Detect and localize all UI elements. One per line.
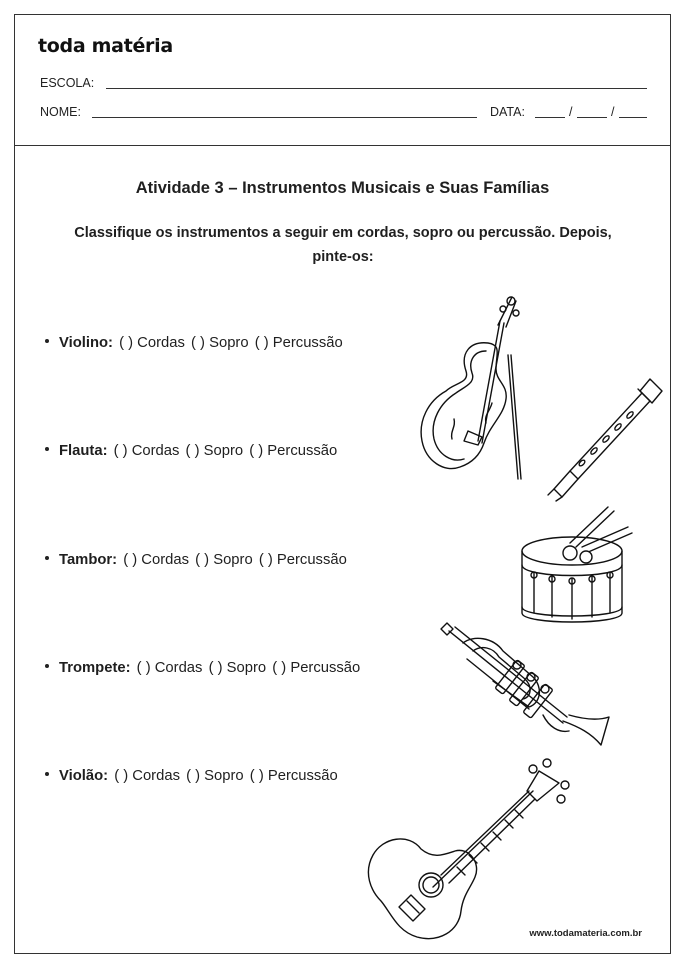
footer-url[interactable]: www.todamateria.com.br	[529, 928, 642, 939]
bullet	[45, 556, 49, 560]
question-violino	[45, 335, 343, 351]
option-percussao[interactable]: ( ) Percussão	[249, 768, 338, 784]
option-cordas[interactable]: ( ) Cordas	[113, 443, 180, 459]
option-cordas[interactable]: ( ) Cordas	[123, 552, 189, 568]
option-cordas[interactable]: ( ) Cordas	[114, 768, 180, 784]
bullet	[45, 447, 49, 451]
item-name: Violino:	[59, 335, 113, 351]
date-label: DATA:	[490, 105, 525, 119]
option-percussao[interactable]: ( ) Percussão	[249, 443, 338, 459]
trumpet-icon	[433, 615, 618, 755]
name-label: NOME:	[40, 105, 81, 119]
activity-instruction	[43, 221, 643, 269]
name-line[interactable]	[92, 117, 477, 118]
activity-title: Atividade 3 – Instrumentos Musicais e Suas Famílias	[135, 179, 550, 197]
option-sopro[interactable]: ( ) Sopro	[191, 335, 249, 351]
instruction-line: Classifique os instrumentos a seguir em cordas, sopro ou percussão. Depois,	[74, 225, 612, 241]
date-field	[490, 105, 650, 121]
school-label: ESCOLA:	[40, 76, 95, 90]
recorder-flute-icon	[540, 371, 670, 501]
option-sopro[interactable]: ( ) Sopro	[186, 768, 244, 784]
date-month-line[interactable]	[577, 117, 607, 118]
question-trompete	[45, 660, 360, 676]
item-name: Trompete:	[59, 660, 131, 676]
school-field	[40, 76, 650, 92]
option-sopro[interactable]: ( ) Sopro	[185, 443, 244, 459]
worksheet-header	[15, 15, 670, 146]
bullet	[45, 664, 49, 668]
option-sopro[interactable]: ( ) Sopro	[208, 660, 267, 676]
question-flauta	[45, 443, 337, 459]
drum-icon	[520, 495, 640, 635]
option-percussao[interactable]: ( ) Percussão	[258, 552, 347, 568]
item-name: Violão:	[59, 768, 109, 784]
question-tambor	[45, 552, 347, 568]
date-separator: /	[611, 105, 615, 119]
question-violao	[45, 768, 338, 784]
instruction-line: pinte-os:	[312, 249, 374, 265]
option-percussao[interactable]: ( ) Percussão	[254, 335, 343, 351]
item-name: Tambor:	[59, 552, 118, 568]
item-name: Flauta:	[59, 443, 108, 459]
worksheet	[14, 14, 671, 954]
option-cordas[interactable]: ( ) Cordas	[136, 660, 203, 676]
school-line[interactable]	[106, 88, 647, 89]
bullet	[45, 339, 49, 343]
option-percussao[interactable]: ( ) Percussão	[272, 660, 361, 676]
option-cordas[interactable]: ( ) Cordas	[119, 335, 185, 351]
guitar-icon	[361, 755, 571, 950]
brand-logo: toda matéria	[38, 35, 173, 57]
date-separator: /	[569, 105, 573, 119]
name-field	[40, 105, 480, 121]
date-day-line[interactable]	[535, 117, 565, 118]
violin-icon	[410, 291, 530, 486]
date-year-line[interactable]	[619, 117, 647, 118]
bullet	[45, 772, 49, 776]
option-sopro[interactable]: ( ) Sopro	[195, 552, 253, 568]
